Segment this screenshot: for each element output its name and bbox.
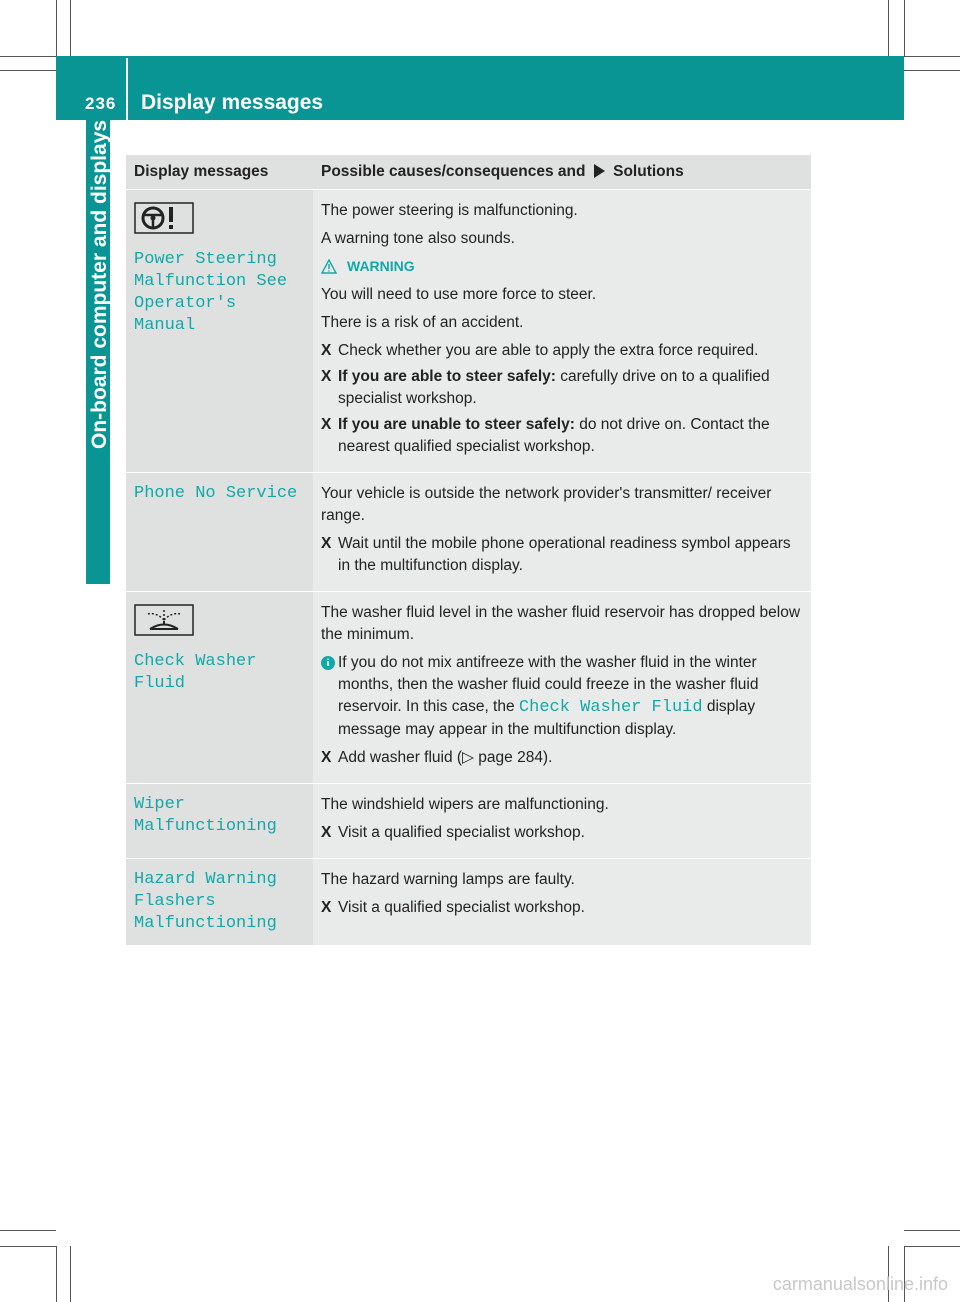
cause-text: Your vehicle is outside the network provider's transmitter/ receiver range. xyxy=(321,485,772,524)
cause-text: A warning tone also sounds. xyxy=(321,230,515,247)
solution-step: X Check whether you are able to apply the extra force required. xyxy=(321,340,803,362)
crop-mark xyxy=(70,1246,71,1302)
message-cell xyxy=(126,784,313,859)
header-divider xyxy=(126,58,128,120)
table-row xyxy=(126,190,811,473)
display-message-text: Wiper Malfunctioning xyxy=(134,795,277,836)
crop-mark xyxy=(0,56,56,57)
cause-text: You will need to use more force to steer. xyxy=(321,286,597,303)
side-tab-label: On-board computer and displays xyxy=(88,120,111,450)
washer-fluid-icon xyxy=(134,604,194,636)
step-arrow-icon: X xyxy=(321,368,332,385)
crop-mark xyxy=(70,0,71,56)
step-arrow-icon: X xyxy=(321,342,332,359)
crop-mark xyxy=(904,0,905,56)
warning-heading xyxy=(321,256,803,276)
table-header-row xyxy=(126,155,811,190)
solution-step: X If you are able to steer safely: carefully drive on to a qualified specialist workshop. xyxy=(321,368,770,407)
crop-mark xyxy=(0,1246,56,1247)
cause-text: The hazard warning lamps are faulty. xyxy=(321,871,575,888)
cause-text: There is a risk of an accident. xyxy=(321,314,524,331)
watermark: carmanualsonline.info xyxy=(772,1274,948,1294)
crop-mark xyxy=(0,1230,56,1231)
solution-cell xyxy=(313,190,811,473)
display-messages-table xyxy=(126,155,811,945)
step-arrow-icon: X xyxy=(321,535,332,552)
crop-mark xyxy=(888,0,889,56)
page-number: 236 xyxy=(85,94,117,113)
crop-mark xyxy=(904,1230,960,1231)
crop-mark xyxy=(56,0,57,56)
crop-mark xyxy=(0,70,56,71)
crop-mark xyxy=(904,56,960,57)
table-row xyxy=(126,592,811,784)
crop-mark xyxy=(904,1246,960,1247)
steering-wheel-warning-icon xyxy=(134,202,194,234)
message-cell xyxy=(126,592,313,784)
warning-triangle-icon xyxy=(321,259,337,274)
solution-cell xyxy=(313,859,811,946)
solution-cell xyxy=(313,592,811,784)
table-row xyxy=(126,473,811,592)
display-message-text: Phone No Service xyxy=(134,484,298,503)
solution-step: X Visit a qualified specialist workshop. xyxy=(321,822,803,844)
message-cell xyxy=(126,473,313,592)
solution-step: X Add washer fluid (▷ page 284). xyxy=(321,747,803,769)
col-header-causes: Possible causes/consequences and Solutions xyxy=(313,155,811,190)
cause-text: The power steering is malfunctioning. xyxy=(321,202,578,219)
info-note: i If you do not mix antifreeze with the washer fluid in the winter months, then the washer fluid could freeze in the washer fluid reservoir. In this case, the Check Washer Fluid display message may appear in the multifunction display. xyxy=(321,652,803,741)
inline-display-message: Check Washer Fluid xyxy=(518,698,703,717)
cause-text: The windshield wipers are malfunctioning. xyxy=(321,796,609,813)
step-arrow-icon: X xyxy=(321,749,332,766)
col-header-messages: Display messages xyxy=(126,155,313,190)
crop-mark xyxy=(904,70,960,71)
solution-cell xyxy=(313,784,811,859)
message-cell xyxy=(126,190,313,473)
step-arrow-icon: X xyxy=(321,416,332,433)
info-icon: i xyxy=(321,656,335,670)
warning-label: WARNING xyxy=(347,258,415,274)
table-row xyxy=(126,784,811,859)
display-message-text: Hazard Warning Flashers Malfunctioning xyxy=(134,870,277,933)
section-title: Display messages xyxy=(141,91,324,114)
display-message-text: Power Steering Malfunction See Operator's Manual xyxy=(134,250,288,335)
table-row xyxy=(126,859,811,946)
solution-step: X Wait until the mobile phone operational readiness symbol appears in the multifunction display. xyxy=(321,535,791,574)
solution-step: X If you are unable to steer safely: do not drive on. Contact the nearest qualified specialist workshop. xyxy=(321,416,770,455)
step-arrow-icon: X xyxy=(321,899,332,916)
solution-step: X Visit a qualified specialist workshop. xyxy=(321,897,803,919)
message-cell xyxy=(126,859,313,946)
display-message-text: Check Washer Fluid xyxy=(134,652,257,693)
play-arrow-icon xyxy=(594,164,605,178)
step-arrow-icon: X xyxy=(321,824,332,841)
solution-cell xyxy=(313,473,811,592)
crop-mark xyxy=(56,1246,57,1302)
cause-text: The washer fluid level in the washer fluid reservoir has dropped below the minimum. xyxy=(321,604,801,643)
